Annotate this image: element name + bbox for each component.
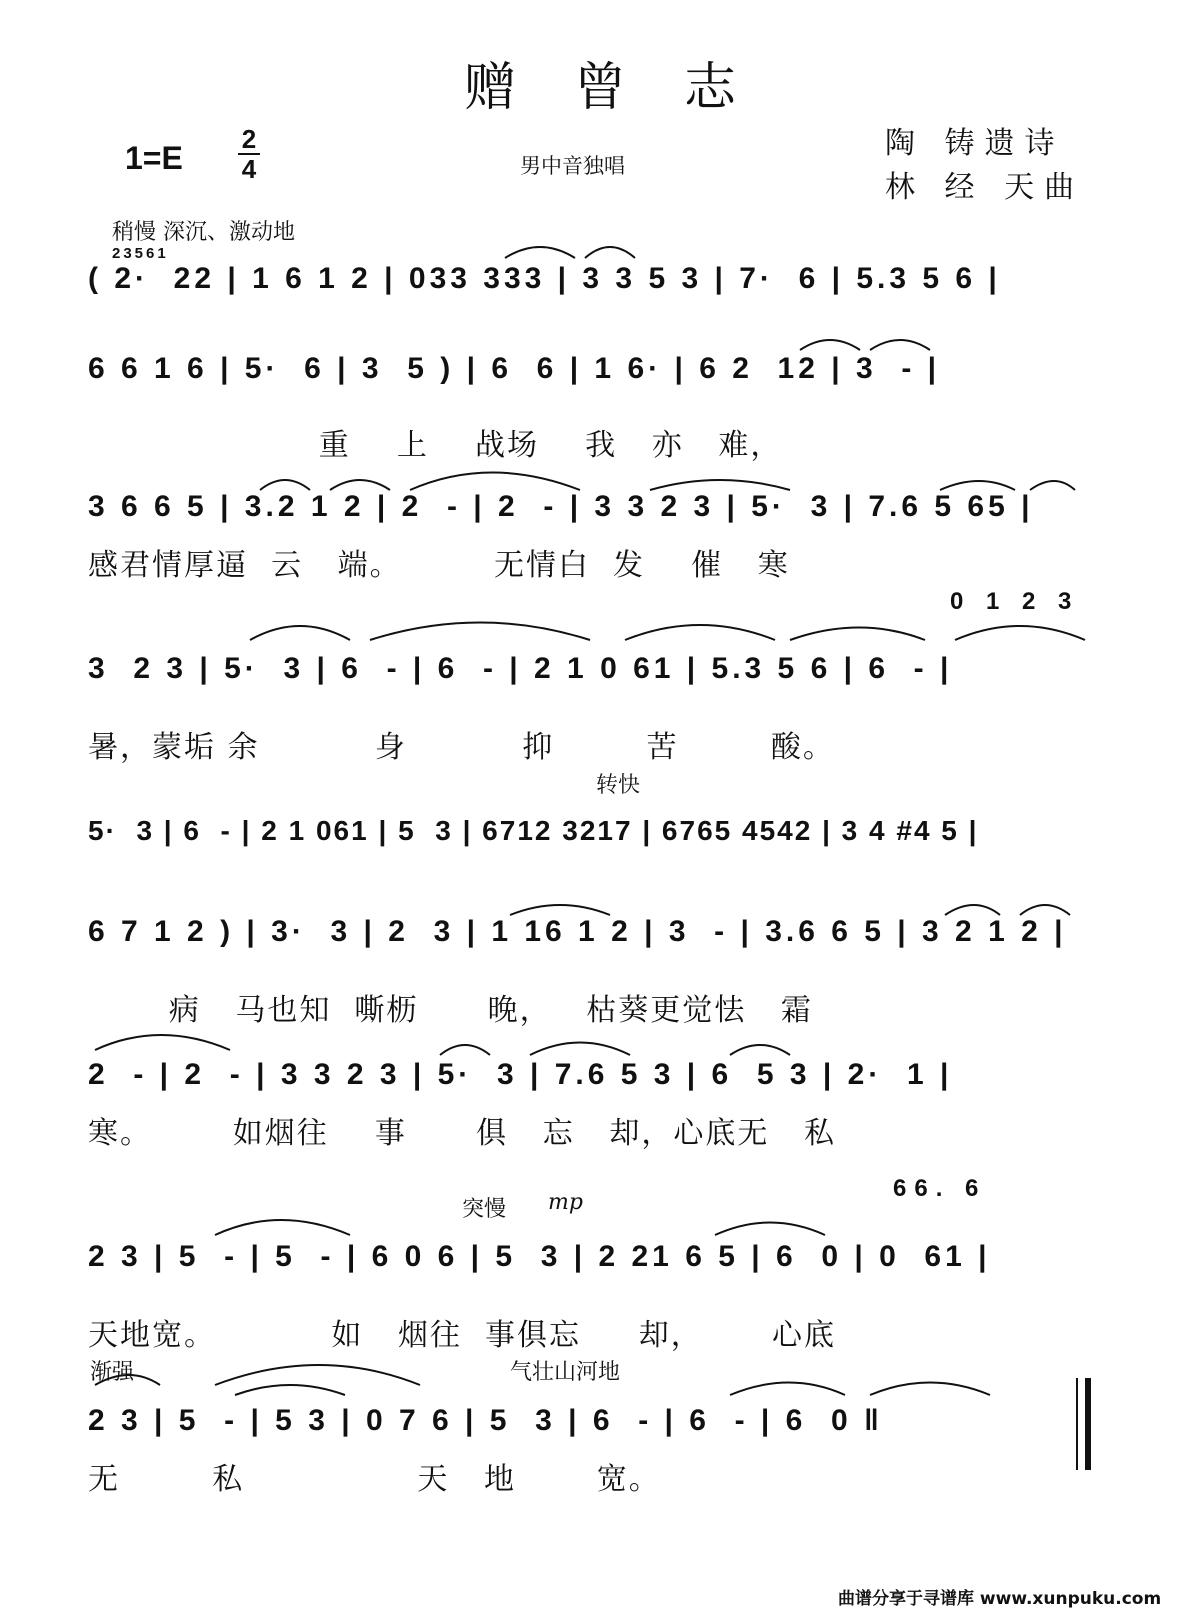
- slur: [585, 247, 635, 258]
- song-title: 赠曾志: [463, 58, 794, 118]
- lyricist-credit: 陶 铸遗诗: [885, 126, 1065, 161]
- slur: [330, 480, 390, 490]
- slur: [370, 623, 590, 641]
- bracket-notes-row-4: 0 1 2 3: [950, 588, 1080, 615]
- slur: [215, 1365, 420, 1385]
- tempo-mark-sudden-slow: 突慢: [462, 1197, 507, 1222]
- grace-notes: 23561: [112, 245, 169, 262]
- slur: [730, 1383, 845, 1396]
- notes-row-7: 2 - | 2 - | 3 3 2 3 | 5· 3 | 7.6 5 3 | 6 5 3 | 2· 1 |: [88, 1058, 953, 1091]
- slur: [945, 905, 1000, 915]
- notes-row-4: 3 2 3 | 5· 3 | 6 - | 6 - | 2 1 0 61 | 5.3 5 6 | 6 - |: [88, 652, 953, 685]
- slur: [955, 626, 1085, 640]
- notes-row-5: 5· 3 | 6 - | 2 1 061 | 5 3 | 6712 3217 | 6765 4542 | 3 4 #4 5 |: [88, 815, 979, 846]
- lyrics-row-9: 无 私 天 地 宽。: [88, 1462, 661, 1497]
- slur: [870, 1383, 990, 1396]
- tempo-mark-spirit: 气壮山河地: [510, 1360, 621, 1385]
- key-signature: 1=E: [125, 140, 183, 176]
- time-signature-top: 2: [241, 124, 257, 154]
- notes-row-2: 6 6 1 6 | 5· 6 | 3 5 ) | 6 6 | 1 6· | 6 2 12 | 3 - |: [88, 352, 941, 385]
- slur: [215, 1220, 350, 1235]
- notes-row-3: 3 6 6 5 | 3.2 1 2 | 2 - | 2 - | 3 3 2 3 | 5· 3 | 7.6 5 65 |: [88, 490, 1034, 523]
- notes-row-1: ( 2· 22 | 1 6 1 2 | 033 333 | 3 3 5 3 | 7· 6 | 5.3 5 6 |: [88, 262, 1001, 295]
- slur: [95, 1375, 160, 1385]
- lyrics-row-3: 感君情厚逼 云 端。 无情白 发 催 寒: [88, 548, 790, 583]
- slur: [650, 480, 790, 490]
- lyrics-row-2: 重 上 战场 我 亦 难，: [88, 428, 783, 463]
- slur: [260, 480, 310, 490]
- slur: [625, 625, 775, 640]
- slur: [235, 1385, 345, 1395]
- time-signature-bottom: 4: [241, 154, 257, 184]
- bracket-notes-row-8-b: 6: [965, 1175, 987, 1202]
- slur: [730, 1045, 790, 1055]
- performance-note: 男中音独唱: [520, 154, 625, 178]
- lyrics-row-4: 暑，蒙垢 余 身 抑 苦 酸。: [88, 730, 835, 765]
- bracket-notes-row-8-a: 66.: [893, 1175, 951, 1202]
- notes-row-8: 2 3 | 5 - | 5 - | 6 0 6 | 5 3 | 2 21 6 5 | 6 0 | 0 61 |: [88, 1240, 991, 1273]
- lyrics-row-8: 天地宽。 如 烟往 事俱忘 却， 心底: [88, 1318, 836, 1353]
- slur: [790, 628, 925, 641]
- slur: [1030, 481, 1075, 490]
- notes-row-6: 6 7 1 2 ) | 3· 3 | 2 3 | 1 16 1 2 | 3 - | 3.6 6 5 | 3 2 1 2 |: [88, 915, 1067, 948]
- slur: [715, 1223, 825, 1236]
- slur: [1020, 905, 1070, 915]
- slur: [800, 340, 860, 350]
- lyrics-row-7: 寒。 如烟往 事 俱 忘 却，心底无 私: [88, 1116, 836, 1151]
- slur: [530, 1043, 630, 1056]
- slur: [250, 626, 350, 640]
- tempo-mark-crescendo: 渐强: [90, 1360, 135, 1385]
- slur: [940, 481, 1015, 490]
- notes-row-9: 2 3 | 5 - | 5 3 | 0 7 6 | 5 3 | 6 - | 6 - | 6 0 ‖: [88, 1404, 883, 1437]
- tempo-mark-opening: 稍慢 深沉、激动地: [112, 220, 295, 245]
- tempo-mark-faster: 转快: [596, 773, 641, 798]
- composer-credit: 林 经 天曲: [885, 170, 1085, 205]
- slur: [440, 1045, 490, 1055]
- footer-credit: 曲谱分享于寻谱库 www.xunpuku.com: [838, 1589, 1162, 1609]
- slur: [410, 473, 580, 491]
- slur: [510, 905, 610, 915]
- slur: [505, 247, 575, 258]
- lyrics-row-6: 病 马也知 嘶枥 晚， 枯葵更觉怯 霜: [88, 993, 813, 1028]
- slur: [870, 340, 930, 350]
- dynamic-mp: mp: [548, 1190, 583, 1215]
- slur: [95, 1035, 230, 1050]
